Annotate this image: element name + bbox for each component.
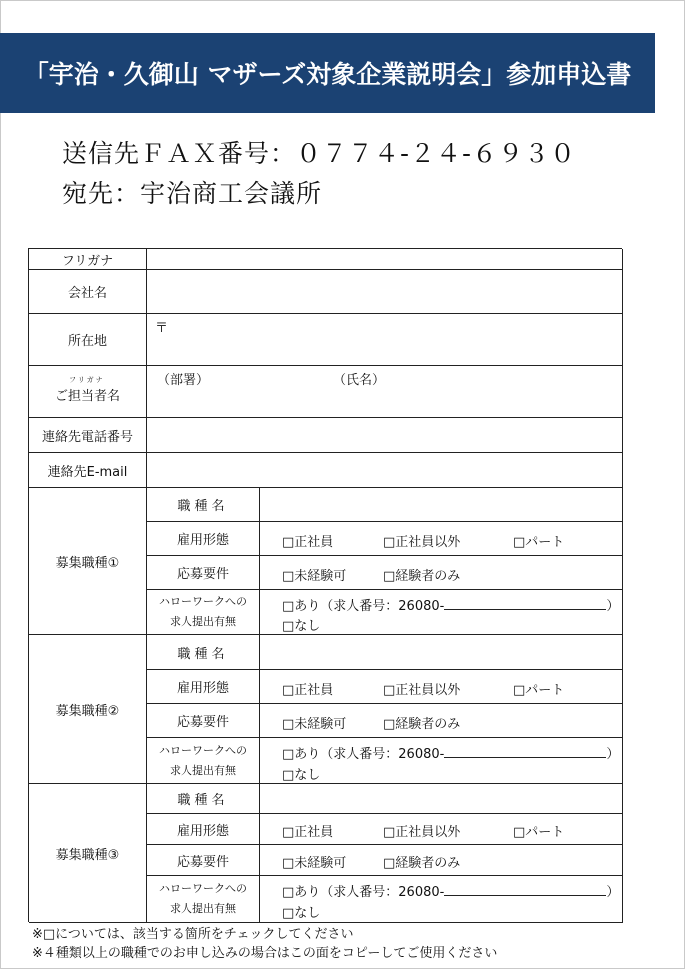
job1-requirement-label [147,556,260,590]
job2-employment-label [147,670,260,704]
job3-hw-line2: 求人提出有無 [170,902,236,915]
job1-hw-line2: 求人提出有無 [170,615,236,628]
job3-employment-options [260,814,623,845]
job1-emp-fulltime[interactable]: □正社員 [282,535,334,550]
job1-hw-no[interactable]: □なし [282,619,321,634]
furigana-text: フリガナ [61,253,114,269]
furigana-label [29,249,147,270]
email-field[interactable] [147,453,623,488]
contact-ruby: フリガナ [68,376,105,384]
job3-req-inexperienced[interactable]: □未経験可 [282,856,347,871]
note-copy: ※４種類以上の職種でのお申し込みの場合はこの面をコピーしてご使用ください [32,946,498,961]
job1-employment-label [147,522,260,556]
company-text: 会社名 [67,286,107,301]
job3-type-text: 職種名 [177,793,229,808]
job2-hw-close: ） [606,747,620,762]
job3-emp-nonregular[interactable]: □正社員以外 [383,825,461,840]
job3-emp-parttime[interactable]: □パート [513,825,565,840]
page-title: 「宇治・久御山 マザーズ対象企業説明会」参加申込書 [23,60,632,89]
job2-requirement-options [260,704,623,738]
job2-hellowork-options [260,738,623,784]
furigana-field[interactable] [147,249,623,270]
job2-title-text: 募集職種② [55,703,120,719]
job2-title [29,635,147,784]
job1-emp-nonregular[interactable]: □正社員以外 [383,535,461,550]
contact-label [29,366,147,418]
job3-hw-no[interactable]: □なし [282,906,321,921]
phone-label [29,418,147,453]
job1-type-text: 職種名 [177,499,229,514]
job2-hellowork-label [147,738,260,784]
job1-hellowork-options [260,590,623,635]
job1-hw-yes[interactable] [282,595,619,614]
dept-label: （部署） [157,373,210,388]
job2-req-inexperienced[interactable]: □未経験可 [282,717,347,732]
job3-requirement-options [260,845,623,876]
email-text: 連絡先E-mail [47,464,128,480]
note-checkbox: ※□については、該当する箇所をチェックしてください [32,927,354,942]
job2-hw-yes-text: □あり（求人番号：26080- [282,747,445,762]
phone-text: 連絡先電話番号 [41,429,133,445]
job3-req-experienced[interactable]: □経験者のみ [383,856,461,871]
job3-hw-number-line[interactable] [444,883,606,896]
fax-number: 送信先ＦＡＸ番号：０７７４-２４-６９３０ [62,139,577,168]
job2-hw-yes[interactable] [282,743,619,762]
job3-requirement-label [147,845,260,876]
company-field[interactable] [147,270,623,314]
job3-employment-text: 雇用形態 [176,823,229,839]
job2-hw-number-line[interactable] [444,745,606,758]
job1-req-experienced[interactable]: □経験者のみ [383,569,461,584]
job1-hw-line1: ハローワークへの [159,595,247,608]
job2-req-experienced[interactable]: □経験者のみ [383,717,461,732]
job1-employment-text: 雇用形態 [176,533,229,548]
job3-emp-fulltime[interactable]: □正社員 [282,825,334,840]
job2-employment-options [260,670,623,704]
job3-type-field[interactable] [260,784,623,814]
postal-mark: 〒 [155,321,169,336]
job1-title [29,488,147,635]
job3-hellowork-options [260,876,623,923]
contact-field[interactable] [147,366,623,418]
job1-emp-parttime[interactable]: □パート [513,535,565,550]
destination: 宛先：宇治商工会議所 [62,179,323,208]
job3-hw-line1: ハローワークへの [159,882,247,895]
job1-hw-yes-text: □あり（求人番号：26080- [282,599,445,614]
job2-type-label [147,635,260,670]
address-text: 所在地 [67,334,107,349]
job2-type-text: 職種名 [177,646,229,662]
job3-requirement-text: 応募要件 [176,854,229,870]
email-label [29,453,147,488]
job3-title-text: 募集職種③ [55,847,120,863]
job1-title-text: 募集職種① [55,555,120,571]
job3-type-label [147,784,260,814]
contact-ruby-wrap [54,376,120,404]
application-form [28,248,622,922]
job1-hw-close: ） [606,599,620,614]
name-label: （氏名） [333,373,386,388]
job1-type-label [147,488,260,522]
job2-employment-text: 雇用形態 [176,681,229,696]
address-field[interactable] [147,314,623,366]
job1-employment-options [260,522,623,556]
job2-hw-line2: 求人提出有無 [170,763,236,777]
job2-requirement-label [147,704,260,738]
job2-emp-parttime[interactable]: □パート [513,683,565,698]
job3-hellowork-label [147,876,260,923]
job3-hw-yes-text: □あり（求人番号：26080- [282,885,445,900]
job1-hellowork-label [147,590,260,635]
job3-hw-close: ） [606,885,620,900]
job2-emp-fulltime[interactable]: □正社員 [282,683,334,698]
job2-emp-nonregular[interactable]: □正社員以外 [383,683,461,698]
job1-requirement-options [260,556,623,590]
job1-hw-number-line[interactable] [444,597,606,610]
job2-type-field[interactable] [260,635,623,670]
job3-employment-label [147,814,260,845]
company-label [29,270,147,314]
phone-field[interactable] [147,418,623,453]
job2-requirement-text: 応募要件 [176,715,229,730]
address-label [29,314,147,366]
job1-type-field[interactable] [260,488,623,522]
job3-title [29,784,147,923]
job2-hw-no[interactable]: □なし [282,768,321,783]
job2-hw-line1: ハローワークへの [159,743,247,757]
job1-requirement-text: 応募要件 [176,567,229,582]
job1-req-inexperienced[interactable]: □未経験可 [282,569,347,584]
job3-hw-yes[interactable] [282,881,619,900]
contact-text: ご担当者名 [54,389,120,404]
title-banner [0,33,655,113]
